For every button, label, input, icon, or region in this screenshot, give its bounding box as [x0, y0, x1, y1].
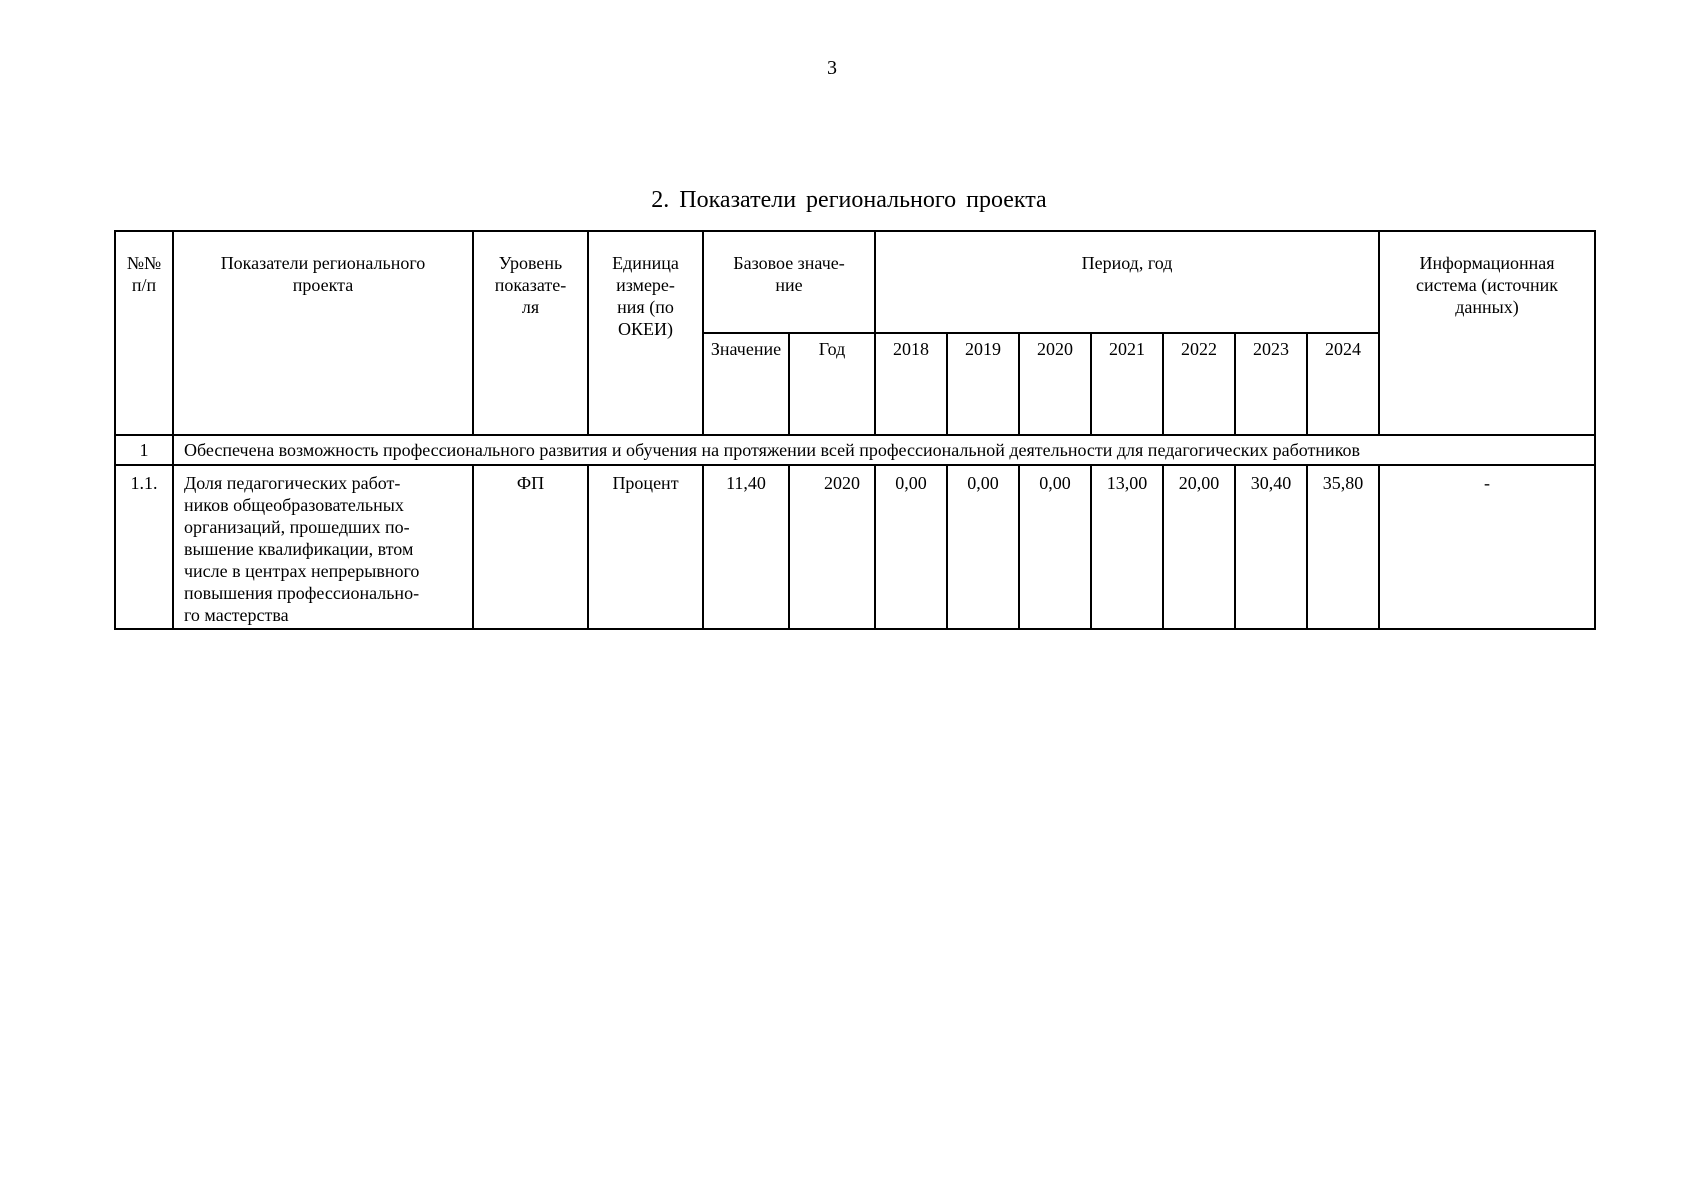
row-value-2018: 0,00 — [875, 465, 947, 629]
header-unit-line: ОКЕИ) — [618, 319, 673, 339]
row-value-2021: 13,00 — [1091, 465, 1163, 629]
header-base-line: Базовое значе- — [733, 253, 845, 273]
header-unit — [588, 231, 703, 435]
row-value-2019: 0,00 — [947, 465, 1019, 629]
header-period: Период, год — [875, 231, 1379, 333]
header-base — [703, 231, 875, 333]
header-year-2022: 2022 — [1163, 333, 1235, 435]
header-base-value: Значение — [703, 333, 789, 435]
header-info-line: данных) — [1455, 297, 1519, 317]
section-title: 2. Показатели регионального проекта — [651, 187, 1047, 213]
header-base-year: Год — [789, 333, 875, 435]
header-unit-line: ния (по — [617, 297, 674, 317]
header-base-line: ние — [775, 275, 803, 295]
section-row — [115, 435, 1595, 465]
header-num-line: п/п — [131, 275, 157, 295]
section-text: Обеспечена возможность профессионального развития и обучения на протяжении всей профессиональной деятельности для педагогических работников — [173, 435, 1595, 465]
header-num-line: №№ — [126, 253, 162, 273]
header-year-2024: 2024 — [1307, 333, 1379, 435]
table-row — [115, 465, 1595, 629]
header-indicator-line: проекта — [292, 275, 354, 295]
row-indicator-line: повышения профессионально- — [184, 583, 420, 603]
row-indicator-line: ников общеобразовательных — [184, 495, 404, 515]
header-year-2023: 2023 — [1235, 333, 1307, 435]
page-number: 3 — [827, 57, 837, 79]
row-value-2022: 20,00 — [1163, 465, 1235, 629]
section-num: 1 — [115, 435, 173, 465]
indicators-table — [114, 230, 1596, 630]
row-indicator-line: Доля педагогических работ- — [184, 473, 401, 493]
header-unit-line: измере- — [616, 275, 675, 295]
row-indicator-line: числе в центрах непрерывного — [184, 561, 420, 581]
row-num: 1.1. — [115, 465, 173, 629]
header-info — [1379, 231, 1595, 435]
header-num — [115, 231, 173, 435]
header-info-line: Информационная — [1419, 253, 1555, 273]
header-row — [115, 231, 1595, 333]
row-indicator-line: вышение квалификации, втом — [184, 539, 414, 559]
header-level-line: показате- — [494, 275, 567, 295]
row-base-value: 11,40 — [703, 465, 789, 629]
header-year-2019: 2019 — [947, 333, 1019, 435]
row-unit: Процент — [588, 465, 703, 629]
header-year-2018: 2018 — [875, 333, 947, 435]
row-value-2024: 35,80 — [1307, 465, 1379, 629]
header-level-line: Уровень — [498, 253, 563, 273]
row-indicator-line: организаций, прошедших по- — [184, 517, 410, 537]
header-level-line: ля — [521, 297, 540, 317]
header-indicator-line: Показатели регионального — [220, 253, 426, 273]
row-base-year: 2020 — [789, 465, 875, 629]
header-info-line: система (источник — [1415, 275, 1559, 295]
row-indicator-line: го мастерства — [184, 605, 289, 625]
header-num-lines — [120, 252, 168, 296]
header-indicator — [173, 231, 473, 435]
row-value-2020: 0,00 — [1019, 465, 1091, 629]
header-year-2021: 2021 — [1091, 333, 1163, 435]
header-level — [473, 231, 588, 435]
header-unit-line: Единица — [612, 253, 679, 273]
row-indicator — [173, 465, 473, 629]
header-year-2020: 2020 — [1019, 333, 1091, 435]
row-level: ФП — [473, 465, 588, 629]
row-info: - — [1379, 465, 1595, 629]
row-value-2023: 30,40 — [1235, 465, 1307, 629]
